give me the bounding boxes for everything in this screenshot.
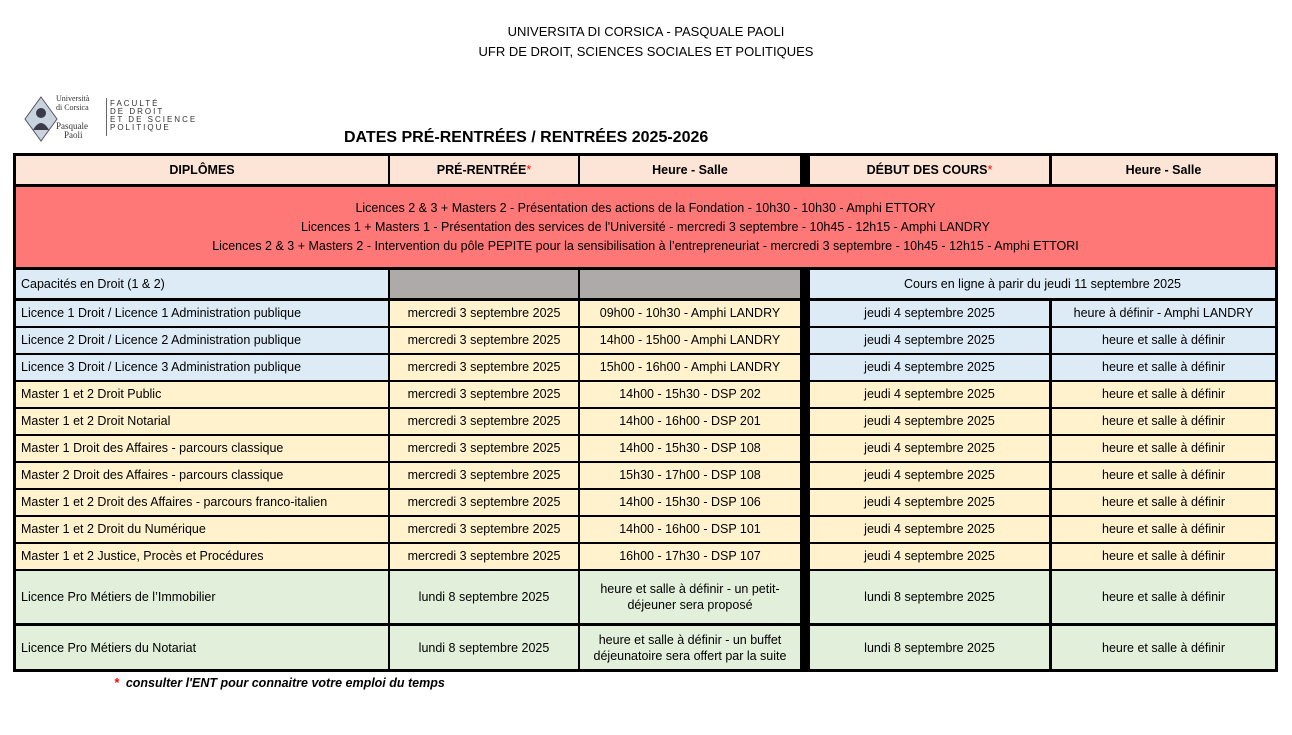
debut-cours-cell: lundi 8 septembre 2025 [810, 626, 1049, 669]
banner-line: Licences 1 + Masters 1 - Présentation des services de l'Université - mercredi 3 septembre - 10h45 - 12h15 - Amphi LANDRY [301, 219, 990, 234]
diplome-cell: Licence Pro Métiers du Notariat [16, 626, 388, 669]
pre-rentree-cell: mercredi 3 septembre 2025 [390, 517, 578, 542]
diplome-cell: Master 1 et 2 Droit Notarial [16, 409, 388, 434]
column-header-diplomes: DIPLÔMES [16, 156, 388, 184]
logo-divider [106, 98, 107, 136]
heure-salle-cell: 16h00 - 17h30 - DSP 107 [580, 544, 800, 569]
table-row-diplome: Capacités en Droit (1 & 2) [16, 270, 388, 298]
debut-cours-cell: jeudi 4 septembre 2025 [810, 301, 1049, 326]
pre-rentree-cell: mercredi 3 septembre 2025 [390, 490, 578, 515]
faculty-name: UFR DE DROIT, SCIENCES SOCIALES ET POLITIQUES [478, 44, 814, 59]
heure-salle-cell: heure et salle à définir [1052, 571, 1275, 623]
pre-rentree-cell: mercredi 3 septembre 2025 [390, 409, 578, 434]
pre-rentree-cell: mercredi 3 septembre 2025 [390, 382, 578, 407]
debut-cours-cell: jeudi 4 septembre 2025 [810, 490, 1049, 515]
heure-salle-cell: 09h00 - 10h30 - Amphi LANDRY [580, 301, 800, 326]
debut-cours-cell: jeudi 4 septembre 2025 [810, 409, 1049, 434]
heure-salle-cell: heure et salle à définir [1052, 517, 1275, 542]
empty-cell [390, 270, 578, 298]
heure-salle-cell: 14h00 - 16h00 - DSP 201 [580, 409, 800, 434]
banner-line: Licences 2 & 3 + Masters 2 - Présentation des actions de la Fondation - 10h30 - 10h30 - Amphi ETTORY [355, 200, 936, 215]
column-header-heure-salle-1: Heure - Salle [580, 156, 800, 184]
university-crest-icon [24, 96, 58, 142]
pre-rentree-cell: mercredi 3 septembre 2025 [390, 355, 578, 380]
university-name: UNIVERSITA DI CORSICA - PASQUALE PAOLI [507, 24, 785, 39]
pre-rentree-cell: mercredi 3 septembre 2025 [390, 436, 578, 461]
heure-salle-cell: 14h00 - 15h00 - Amphi LANDRY [580, 328, 800, 353]
heure-salle-cell: heure et salle à définir - un petit-déjeuner sera proposé [580, 571, 800, 623]
heure-salle-cell: 14h00 - 16h00 - DSP 101 [580, 517, 800, 542]
heure-salle-cell: heure et salle à définir [1052, 490, 1275, 515]
asterisk-mark: * [114, 676, 119, 690]
diplome-cell: Licence 1 Droit / Licence 1 Administration publique [16, 301, 388, 326]
diplome-cell: Master 1 et 2 Justice, Procès et Procédures [16, 544, 388, 569]
faculty-logo [22, 94, 207, 146]
heure-salle-cell: 14h00 - 15h30 - DSP 106 [580, 490, 800, 515]
diplome-cell: Licence 3 Droit / Licence 3 Administration publique [16, 355, 388, 380]
schedule-table [13, 153, 1278, 672]
debut-cours-cell: lundi 8 septembre 2025 [810, 571, 1049, 623]
column-header-heure-salle-2: Heure - Salle [1052, 156, 1275, 184]
pre-rentree-cell: lundi 8 septembre 2025 [390, 626, 578, 669]
heure-salle-cell: 14h00 - 15h30 - DSP 108 [580, 436, 800, 461]
debut-cours-cell: jeudi 4 septembre 2025 [810, 328, 1049, 353]
diplome-cell: Licence 2 Droit / Licence 2 Administration publique [16, 328, 388, 353]
footnote: * consulter l'ENT pour connaitre votre emploi du temps [114, 676, 445, 690]
debut-cours-cell: jeudi 4 septembre 2025 [810, 463, 1049, 488]
diplome-cell: Master 1 et 2 Droit du Numérique [16, 517, 388, 542]
debut-cours-cell: jeudi 4 septembre 2025 [810, 436, 1049, 461]
diplome-cell: Master 1 et 2 Droit Public [16, 382, 388, 407]
asterisk-mark: * [987, 163, 993, 177]
banner-line: Licences 2 & 3 + Masters 2 - Intervention du pôle PEPITE pour la sensibilisation à l’entrepreneuriat - mercredi 3 septembre - 10h45 - 12h15 - Amphi ETTORI [212, 238, 1079, 253]
heure-salle-cell: 14h00 - 15h30 - DSP 202 [580, 382, 800, 407]
debut-cours-cell: jeudi 4 septembre 2025 [810, 355, 1049, 380]
heure-salle-cell: heure et salle à définir [1052, 328, 1275, 353]
pre-rentree-cell: mercredi 3 septembre 2025 [390, 463, 578, 488]
heure-salle-cell: heure et salle à définir [1052, 544, 1275, 569]
heure-salle-cell: heure et salle à définir - un buffet déjeunatoire sera offert par la suite [580, 626, 800, 669]
column-header-debut-cours: DÉBUT DES COURS * [810, 156, 1049, 184]
column-header-pre-rentree: PRÉ-RENTRÉE * [390, 156, 578, 184]
heure-salle-cell: heure et salle à définir [1052, 382, 1275, 407]
heure-salle-cell: 15h30 - 17h00 - DSP 108 [580, 463, 800, 488]
heure-salle-cell: 15h00 - 16h00 - Amphi LANDRY [580, 355, 800, 380]
empty-cell [580, 270, 800, 298]
announcement-banner [16, 187, 1275, 267]
diplome-cell: Licence Pro Métiers de l’Immobilier [16, 571, 388, 623]
debut-cours-cell: jeudi 4 septembre 2025 [810, 517, 1049, 542]
heure-salle-cell: heure à définir - Amphi LANDRY [1052, 301, 1275, 326]
diplome-cell: Master 1 Droit des Affaires - parcours classique [16, 436, 388, 461]
document-title: DATES PRÉ-RENTRÉES / RENTRÉES 2025-2026 [344, 129, 709, 146]
diplome-cell: Master 2 Droit des Affaires - parcours classique [16, 463, 388, 488]
heure-salle-cell: heure et salle à définir [1052, 436, 1275, 461]
university-logo-text: Università di Corsica Pasquale Paoli [56, 94, 90, 140]
heure-salle-cell: heure et salle à définir [1052, 463, 1275, 488]
debut-cours-cell: jeudi 4 septembre 2025 [810, 382, 1049, 407]
heure-salle-cell: heure et salle à définir [1052, 409, 1275, 434]
faculty-logo-text: FACULTÉ DE DROIT ET DE SCIENCE POLITIQUE [110, 99, 198, 132]
online-courses-note: Cours en ligne à parir du jeudi 11 septembre 2025 [810, 270, 1275, 298]
pre-rentree-cell: lundi 8 septembre 2025 [390, 571, 578, 623]
heure-salle-cell: heure et salle à définir [1052, 355, 1275, 380]
debut-cours-cell: jeudi 4 septembre 2025 [810, 544, 1049, 569]
pre-rentree-cell: mercredi 3 septembre 2025 [390, 544, 578, 569]
heure-salle-cell: heure et salle à définir [1052, 626, 1275, 669]
diplome-cell: Master 1 et 2 Droit des Affaires - parcours franco-italien [16, 490, 388, 515]
asterisk-mark: * [526, 163, 532, 177]
pre-rentree-cell: mercredi 3 septembre 2025 [390, 301, 578, 326]
pre-rentree-cell: mercredi 3 septembre 2025 [390, 328, 578, 353]
